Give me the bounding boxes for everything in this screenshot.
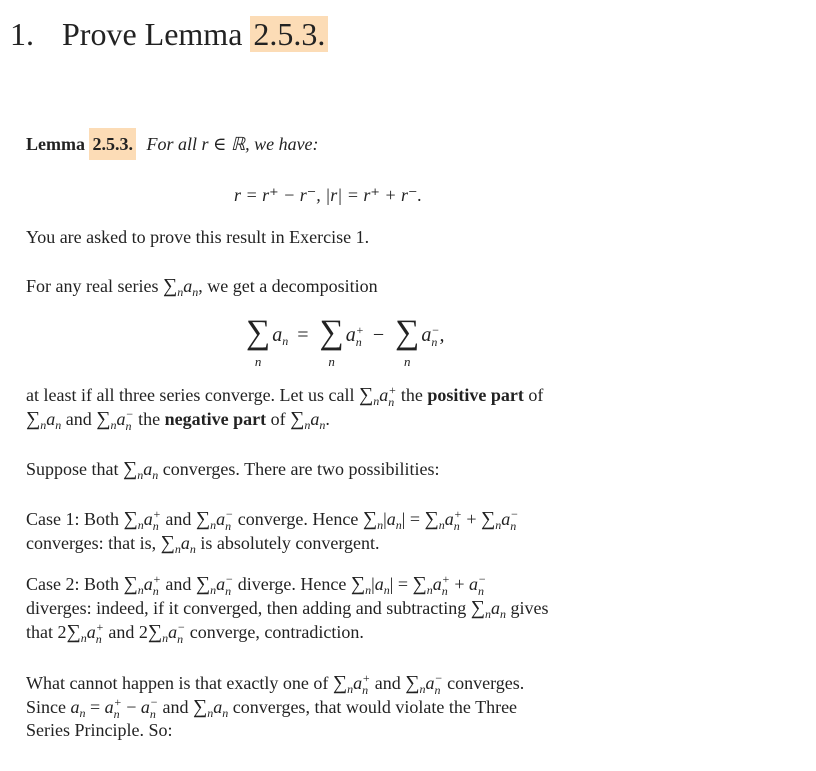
final-line2: Since $a_n = a$ + n − a − n and $\sum_na_n$ converges, that would violate the Three (26, 695, 518, 721)
text: converges. There are two possibilities: (162, 459, 440, 479)
text: and (65, 409, 92, 429)
decomposition-paragraph: For any real series $\sum_na_n$, we get a decomposition (26, 275, 378, 299)
text: Case 1: Both (26, 509, 119, 529)
text: the (138, 409, 161, 429)
text: is absolutely convergent. (200, 533, 380, 553)
case2-line3: that $2\sum_na$ + n and $2\sum_na$ − n converge, contradiction. (26, 620, 364, 646)
text: that 2 (26, 622, 67, 642)
exercise-number: 1. (10, 16, 34, 52)
text: Case 2: Both (26, 574, 119, 594)
positive-part-term: positive part (427, 385, 524, 405)
text: diverges: indeed, if it converged, then adding and subtracting (26, 598, 467, 618)
text: converges. (447, 673, 525, 693)
text: and (165, 509, 192, 529)
case1-line1: Case 1: Both $\sum_na$ + n and $\sum_na$ − n converge. Hence $\sum_n|a_n| = \sum_na$ + n + $\sum_na$ − n (26, 507, 519, 533)
text: at least if all three series converge. Let us call (26, 385, 355, 405)
lemma-label: Lemma (26, 134, 85, 154)
final-line1: What cannot happen is that exactly one of $\sum_na$ + n and $\sum_na$ − n converges. (26, 671, 525, 697)
text: the (400, 385, 423, 405)
case2-line1: Case 2: Both $\sum_na$ + n and $\sum_na$ − n diverge. Hence $\sum_n|a_n| = \sum_na$ + n + a − n (26, 572, 487, 598)
text: and (162, 697, 189, 717)
lemma-statement (26, 134, 319, 155)
text: of (270, 409, 286, 429)
text: converge, contradiction. (189, 622, 364, 642)
exercise-heading (10, 16, 328, 53)
text: converge. Hence (237, 509, 359, 529)
text: gives (510, 598, 549, 618)
final-line3: Series Principle. So: (26, 720, 173, 740)
text: converges, that would violate the Three (232, 697, 518, 717)
text: diverge. Hence (237, 574, 347, 594)
text: of (528, 385, 544, 405)
text: What cannot happen is that exactly one of (26, 673, 329, 693)
text: and (374, 673, 401, 693)
negative-part-term: negative part (164, 409, 267, 429)
text: , we get a decomposition (198, 276, 378, 296)
text: and (165, 574, 192, 594)
lemma-ref-highlight[interactable]: 2.5.3. (89, 128, 136, 160)
text: Since (26, 697, 66, 717)
heading-text: Prove Lemma (62, 16, 243, 52)
lemma-formula: r = r⁺ − r⁻, |r| = r⁺ + r⁻. (234, 185, 423, 205)
text: Suppose that (26, 459, 119, 479)
display-formula: ∑ n $a_n$ = ∑ n a + n − ∑ n a − n , (246, 314, 445, 369)
suppose-paragraph: Suppose that $\sum_na_n$ converges. There are two possibilities: (26, 458, 440, 482)
lemma-statement-text: For all r ∈ ℝ, we have: (146, 134, 319, 154)
lemma-reference-link[interactable]: 2.5.3. (250, 16, 328, 52)
text: For any real series (26, 276, 159, 296)
case1-line2: converges: that is, $\sum_na_n$ is absolutely convergent. (26, 532, 380, 556)
case2-line2: diverges: indeed, if it converged, then adding and subtracting $\sum_na_n$ gives (26, 597, 549, 621)
parts-paragraph-line2: $\sum_na_n$ and $\sum_na$ − n the negative part of $\sum_na_n$. (26, 407, 330, 433)
text: and 2 (108, 622, 148, 642)
parts-paragraph-line1: at least if all three series converge. Let us call $\sum_na$ + n the positive part of (26, 383, 544, 409)
text: converges: that is, (26, 533, 157, 553)
exercise-paragraph: You are asked to prove this result in Exercise 1. (26, 227, 370, 247)
